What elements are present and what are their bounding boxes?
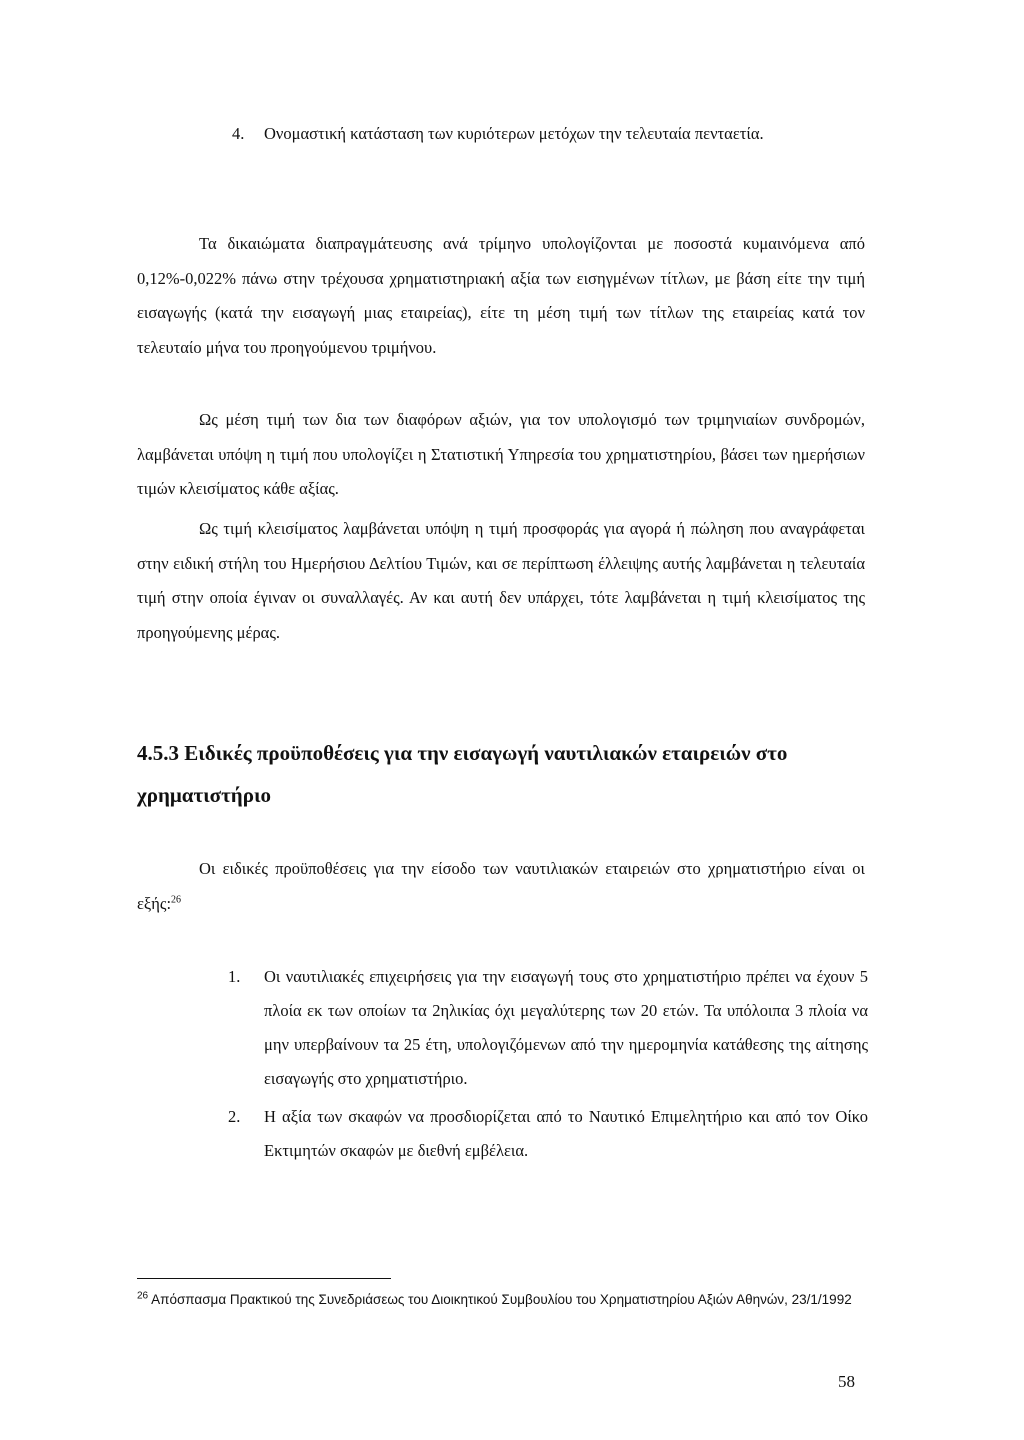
footnote — [137, 1290, 872, 1310]
list-item — [228, 1100, 868, 1168]
paragraph-2: Ως μέση τιμή των δια των διαφόρων αξιών, για τον υπολογισμό των τριμηνιαίων συνδρομών, λαμβάνεται υπόψη η τιμή που υπολογίζει η Στατιστική Υπηρεσία του χρηματιστηρίου, βάσει των ημερήσιων τιμών κλεισίματος κάθε αξίας. — [137, 410, 865, 498]
intro-text: Οι ειδικές προϋποθέσεις για την είσοδο των ναυτιλιακών εταιρειών στο χρηματιστήριο είναι οι εξής: — [137, 859, 865, 913]
section-number: 4.5.3 — [137, 741, 179, 765]
list-item-text: Η αξία των σκαφών να προσδιορίζεται από το Ναυτικό Επιμελητήριο και από τον Οίκο Εκτιμητών σκαφών με διεθνή εμβέλεια. — [264, 1107, 868, 1160]
page-number: 58 — [838, 1372, 855, 1391]
paragraph-3: Ως τιμή κλεισίματος λαμβάνεται υπόψη η τιμή προσφοράς για αγορά ή πώληση που αναγράφεται στην ειδική στήλη του Ημερήσιου Δελτίου Τιμών, και σε περίπτωση έλλειψης αυτής λαμβάνεται η τελευταία τιμή στην οποία έγιναν οι συναλλαγές. Αν και αυτή δεν υπάρχει, τότε λαμβάνεται η τιμή κλεισίματος της προηγούμενης μέρας. — [137, 519, 865, 642]
list-item-text: Οι ναυτιλιακές επιχειρήσεις για την εισαγωγή τους στο χρηματιστήριο πρέπει να έχουν 5 πλοία εκ των οποίων τα 2ηλικίας όχι μεγαλύτερης των 20 ετών. Τα υπόλοιπα 3 πλοία να μην υπερβαίνουν τα 25 έτη, υπολογιζόμενων από την ημερομηνία κατάθεσης της αίτησης εισαγωγής στο χρηματιστήριο. — [264, 967, 868, 1088]
footnote-separator — [137, 1278, 391, 1279]
conditions-list — [228, 960, 868, 1168]
section-title: Ειδικές προϋποθέσεις για την εισαγωγή ναυτιλιακών εταιρειών στο χρηματιστήριο — [137, 741, 788, 807]
list-item — [228, 960, 868, 1096]
paragraph-1: Τα δικαιώματα διαπραγμάτευσης ανά τρίμηνο υπολογίζονται με ποσοστά κυμαινόμενα από 0,12%-0,022% πάνω στην τρέχουσα χρηματιστηριακή αξία των εισηγμένων τίτλων, με βάση είτε την τιμή εισαγωγής (κατά την εισαγωγή μιας εταιρείας), είτε τη μέση τιμή των τίτλων της εταιρείας κατά τον τελευταίο μήνα του προηγούμενου τριμήνου. — [137, 234, 865, 357]
list-item-number: 2. — [228, 1107, 241, 1126]
list-item-number: 1. — [228, 967, 241, 986]
heading-text: Ονομαστική κατάσταση των κυριότερων μετόχων την τελευταία πενταετία. — [264, 124, 764, 143]
section-heading — [137, 732, 865, 816]
footnote-reference[interactable]: 26 — [171, 894, 182, 905]
intro-paragraph — [137, 852, 865, 921]
footnote-number: 26 — [137, 1290, 149, 1302]
footnote-text: Απόσπασμα Πρακτικού της Συνεδριάσεως του Διοικητικού Συμβουλίου του Χρηματιστηρίου Αξιών Αθηνών, 23/1/1992 — [151, 1292, 852, 1307]
heading-number: 4. — [232, 124, 245, 143]
numbered-heading — [137, 114, 872, 154]
